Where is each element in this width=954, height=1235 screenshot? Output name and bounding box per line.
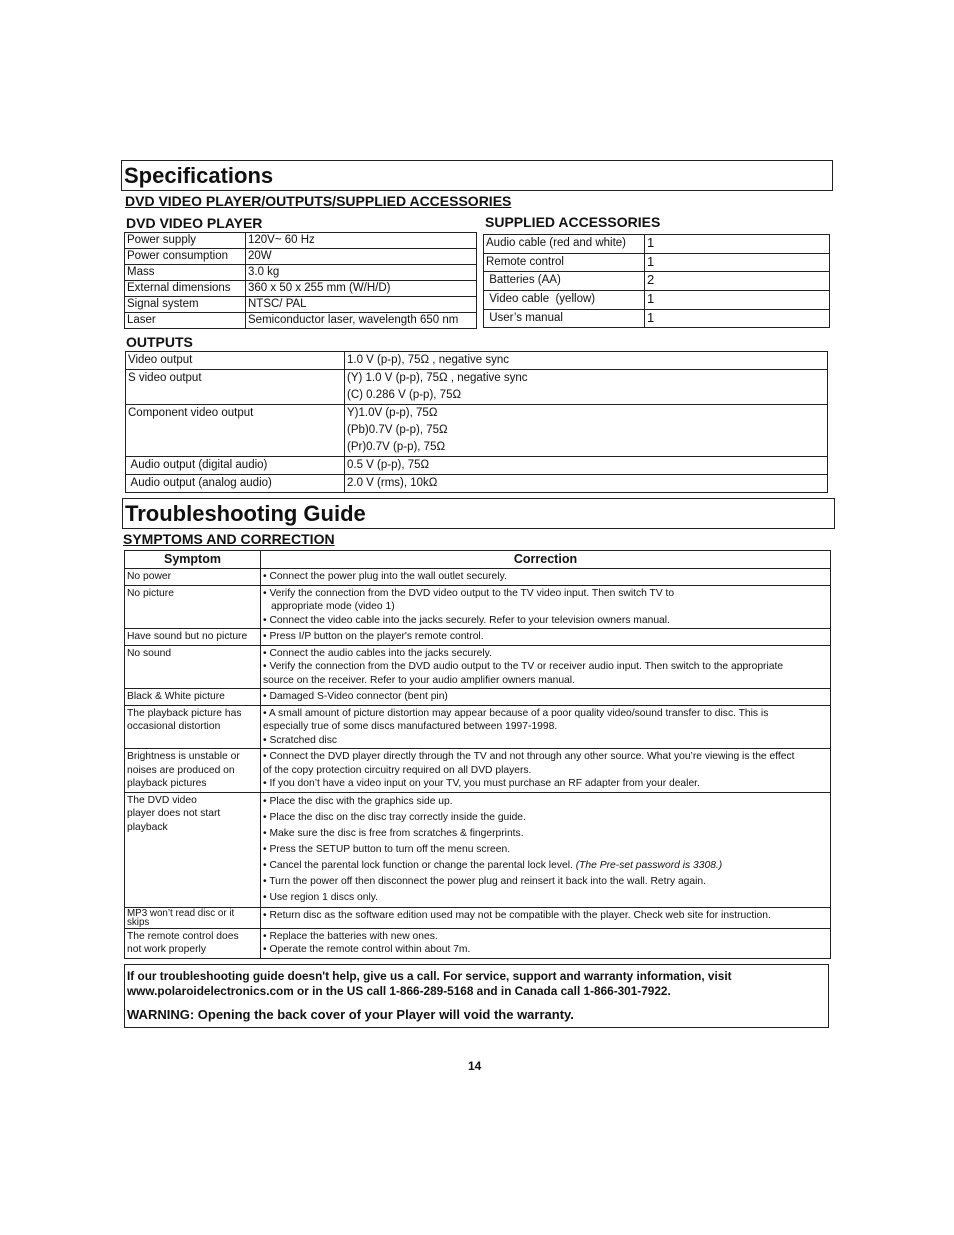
correction-text: • Place the disc on the disc tray correctly inside the guide. (263, 811, 526, 823)
correction-text: • Scratched disc (263, 734, 337, 746)
output-label: Component video output (126, 405, 345, 457)
accessory-quantity: 1 (645, 253, 830, 272)
accessory-row (484, 253, 830, 272)
supplied-accessories-heading: SUPPLIED ACCESSORIES (485, 214, 661, 230)
correction-line (263, 570, 829, 584)
spec-value: 20W (246, 249, 477, 265)
output-row (126, 352, 828, 370)
output-label: S video output (126, 370, 345, 405)
correction-text: • Verify the connection from the DVD audio output to the TV or receiver audio input. Then switch to the appropriate (263, 661, 784, 672)
symptom-cell (125, 689, 261, 706)
correction-text: • Replace the batteries with new ones. (263, 930, 438, 942)
dvd-player-heading: DVD VIDEO PLAYER (126, 215, 263, 231)
symptom-line: The remote control does (127, 930, 239, 942)
output-value (345, 352, 828, 370)
output-value-line: Y)1.0V (p-p), 75Ω (347, 407, 438, 419)
symptom-line: The DVD video (127, 794, 197, 806)
output-value-line: (C) 0.286 V (p-p), 75Ω (347, 389, 462, 401)
output-value-line: 0.5 V (p-p), 75Ω (347, 459, 430, 471)
correction-text: of the copy protection circuitry required on all DVD players. (263, 764, 532, 776)
correction-line (263, 764, 829, 778)
symptom-line: The playback picture has (127, 707, 242, 719)
spec-row (125, 249, 477, 265)
spec-label: Mass (125, 265, 246, 281)
specifications-heading: Specifications (121, 160, 833, 191)
troubleshooting-heading: Troubleshooting Guide (122, 498, 835, 529)
troubleshooting-row (125, 629, 831, 646)
outputs-body (126, 352, 828, 493)
correction-text: • A small amount of picture distortion may appear because of a poor quality video/sound transfer to disc. This is (263, 707, 769, 719)
symptom-line: noises are produced on (127, 764, 235, 776)
accessory-item: Remote control (484, 253, 645, 272)
output-value-line: 1.0 V (p-p), 75Ω , negative sync (347, 354, 510, 366)
support-notice-line-2: www.polaroidelectronics.com or in the US call 1-866-289-5168 and in Canada call 1-866-301-7922. (127, 984, 671, 998)
symptom-column-header: Symptom (125, 551, 261, 569)
troubleshooting-body (125, 569, 831, 959)
symptom-line: Black & White picture (127, 691, 225, 702)
correction-text: especially true of some discs manufactured between 1997-1998. (263, 721, 558, 732)
spec-value: NTSC/ PAL (246, 297, 477, 313)
correction-line (263, 826, 829, 842)
symptoms-section-title: SYMPTOMS AND CORRECTION (123, 531, 335, 547)
spec-row (125, 313, 477, 329)
accessory-quantity: 1 (645, 291, 830, 310)
correction-line (263, 930, 829, 944)
correction-cell (261, 689, 831, 706)
accessory-row (484, 309, 830, 328)
correction-line (263, 943, 829, 957)
support-notice-line-1: If our troubleshooting guide doesn't help, give us a call. For service, support and warranty information, visit (127, 969, 732, 983)
troubleshooting-table (124, 550, 831, 959)
correction-text: • Connect the DVD player directly through the TV and not through any other source. What you’re viewing is the effect (263, 751, 795, 762)
correction-line (263, 630, 829, 644)
correction-text: • Press the SETUP button to turn off the menu screen. (263, 843, 511, 855)
symptom-line: not work properly (127, 944, 206, 955)
correction-text: • Connect the video cable into the jacks securely. Refer to your television owners manual. (263, 614, 670, 626)
correction-line (263, 750, 829, 764)
correction-line (263, 890, 829, 906)
correction-text: • Verify the connection from the DVD video output to the TV video input. Then switch TV to (263, 587, 675, 599)
correction-line (263, 674, 829, 688)
correction-text: • Place the disc with the graphics side up. (263, 795, 453, 807)
symptom-line: No sound (127, 647, 172, 659)
spec-row (125, 297, 477, 313)
correction-line (263, 614, 829, 628)
accessory-row (484, 272, 830, 291)
correction-cell (261, 907, 831, 928)
correction-text: • Connect the power plug into the wall outlet securely. (263, 571, 507, 582)
correction-column-header: Correction (261, 551, 831, 569)
correction-text: • Return disc as the software edition used may not be compatible with the player. Check web site for instruction. (263, 909, 771, 921)
symptom-cell (125, 792, 261, 907)
symptom-line: playback pictures (127, 778, 207, 789)
symptom-line: Have sound but no picture (127, 631, 248, 642)
output-value-line: (Pb)0.7V (p-p), 75Ω (347, 424, 448, 436)
correction-text: appropriate mode (video 1) (271, 601, 395, 612)
troubleshooting-row (125, 585, 831, 629)
output-value-line: (Pr)0.7V (p-p), 75Ω (347, 441, 446, 453)
troubleshooting-row (125, 705, 831, 749)
symptom-line: No picture (127, 587, 174, 599)
correction-line (263, 647, 829, 661)
symptom-line: player does not start (127, 808, 221, 819)
spec-label: External dimensions (125, 281, 246, 297)
spec-row (125, 265, 477, 281)
spec-label: Power supply (125, 233, 246, 249)
correction-line (263, 600, 829, 614)
spec-value: 360 x 50 x 255 mm (W/H/D) (246, 281, 477, 297)
output-label: Video output (126, 352, 345, 370)
correction-line (263, 587, 829, 601)
troubleshooting-row (125, 928, 831, 958)
correction-line (263, 810, 829, 826)
specs-section-title: DVD VIDEO PLAYER/OUTPUTS/SUPPLIED ACCESSORIES (125, 193, 512, 209)
correction-text: • Operate the remote control within about 7m. (263, 944, 471, 955)
output-value (345, 370, 828, 405)
troubleshooting-row (125, 569, 831, 586)
output-value-line: 2.0 V (rms), 10kΩ (347, 477, 438, 489)
accessory-quantity: 1 (645, 309, 830, 328)
symptom-line: skips (127, 916, 150, 928)
output-row (126, 457, 828, 475)
troubleshooting-row (125, 689, 831, 706)
spec-label: Signal system (125, 297, 246, 313)
correction-cell (261, 645, 831, 689)
correction-text: • Press I/P button on the player's remote control. (263, 631, 484, 642)
correction-line (263, 842, 829, 858)
symptom-line: playback (127, 821, 168, 833)
troubleshooting-row (125, 907, 831, 928)
symptom-line: No power (127, 571, 172, 582)
symptom-cell (125, 928, 261, 958)
spec-row (125, 281, 477, 297)
spec-label: Laser (125, 313, 246, 329)
output-value-line: (Y) 1.0 V (p-p), 75Ω , negative sync (347, 372, 528, 384)
correction-cell (261, 792, 831, 907)
output-row (126, 405, 828, 457)
symptom-cell (125, 705, 261, 749)
correction-cell (261, 585, 831, 629)
correction-line (263, 690, 829, 704)
correction-line (263, 858, 829, 874)
warranty-warning: WARNING: Opening the back cover of your Player will void the warranty. (127, 1007, 574, 1022)
output-row (126, 370, 828, 405)
accessory-quantity: 1 (645, 235, 830, 254)
correction-line (263, 874, 829, 890)
spec-value: 120V~ 60 Hz (246, 233, 477, 249)
symptom-cell (125, 585, 261, 629)
outputs-heading: OUTPUTS (126, 334, 193, 350)
correction-line (263, 734, 829, 748)
dvd-player-spec-body (125, 233, 477, 329)
output-label: Audio output (digital audio) (126, 457, 345, 475)
correction-text: • If you don’t have a video input on your TV, you must purchase an RF adapter from your dealer. (263, 778, 700, 789)
troubleshooting-row (125, 749, 831, 793)
correction-cell (261, 569, 831, 586)
correction-cell (261, 749, 831, 793)
troubleshooting-header-row (125, 551, 831, 569)
correction-text: • Connect the audio cables into the jacks securely. (263, 647, 492, 659)
correction-line (263, 794, 829, 810)
correction-text: source on the receiver. Refer to your audio amplifier owners manual. (263, 674, 575, 686)
spec-value: 3.0 kg (246, 265, 477, 281)
supplied-accessories-table (483, 234, 830, 328)
support-notice-text (127, 969, 826, 999)
correction-cell (261, 928, 831, 958)
troubleshooting-row (125, 792, 831, 907)
outputs-table (125, 351, 828, 493)
symptom-cell (125, 907, 261, 928)
correction-text: • Turn the power off then disconnect the power plug and reinsert it back into the wall. Retry again. (263, 875, 707, 887)
symptom-line: Brightness is unstable or (127, 751, 240, 762)
output-row (126, 475, 828, 493)
correction-text: • Make sure the disc is free from scratches & fingerprints. (263, 827, 524, 839)
output-value (345, 457, 828, 475)
dvd-player-spec-table (124, 232, 477, 329)
support-notice-box (124, 964, 829, 1028)
accessory-item: User’s manual (484, 309, 645, 328)
accessory-item: Audio cable (red and white) (484, 235, 645, 254)
spec-label: Power consumption (125, 249, 246, 265)
symptom-line: MP3 won’t read disc or it (127, 907, 235, 919)
accessory-item: Video cable (yellow) (484, 291, 645, 310)
correction-line (263, 909, 829, 923)
troubleshooting-row (125, 645, 831, 689)
correction-cell (261, 629, 831, 646)
accessory-item: Batteries (AA) (484, 272, 645, 291)
preset-password-note: (The Pre-set password is 3308.) (575, 859, 723, 871)
output-value (345, 475, 828, 493)
symptom-cell (125, 749, 261, 793)
correction-text: • Use region 1 discs only. (263, 891, 379, 903)
output-value (345, 405, 828, 457)
symptom-cell (125, 629, 261, 646)
correction-line (263, 777, 829, 791)
accessory-quantity: 2 (645, 272, 830, 291)
output-label: Audio output (analog audio) (126, 475, 345, 493)
supplied-accessories-body (484, 235, 830, 328)
correction-line (263, 720, 829, 734)
page-number: 14 (468, 1059, 482, 1073)
accessory-row (484, 291, 830, 310)
symptom-cell (125, 645, 261, 689)
symptom-line: occasional distortion (127, 721, 221, 732)
spec-row (125, 233, 477, 249)
correction-line (263, 707, 829, 721)
correction-cell (261, 705, 831, 749)
spec-value: Semiconductor laser, wavelength 650 nm (246, 313, 477, 329)
correction-text: • Cancel the parental lock function or change the parental lock level. (263, 859, 573, 871)
accessory-row (484, 235, 830, 254)
correction-text: • Damaged S-Video connector (bent pin) (263, 691, 448, 702)
symptom-cell (125, 569, 261, 586)
correction-line (263, 660, 829, 674)
